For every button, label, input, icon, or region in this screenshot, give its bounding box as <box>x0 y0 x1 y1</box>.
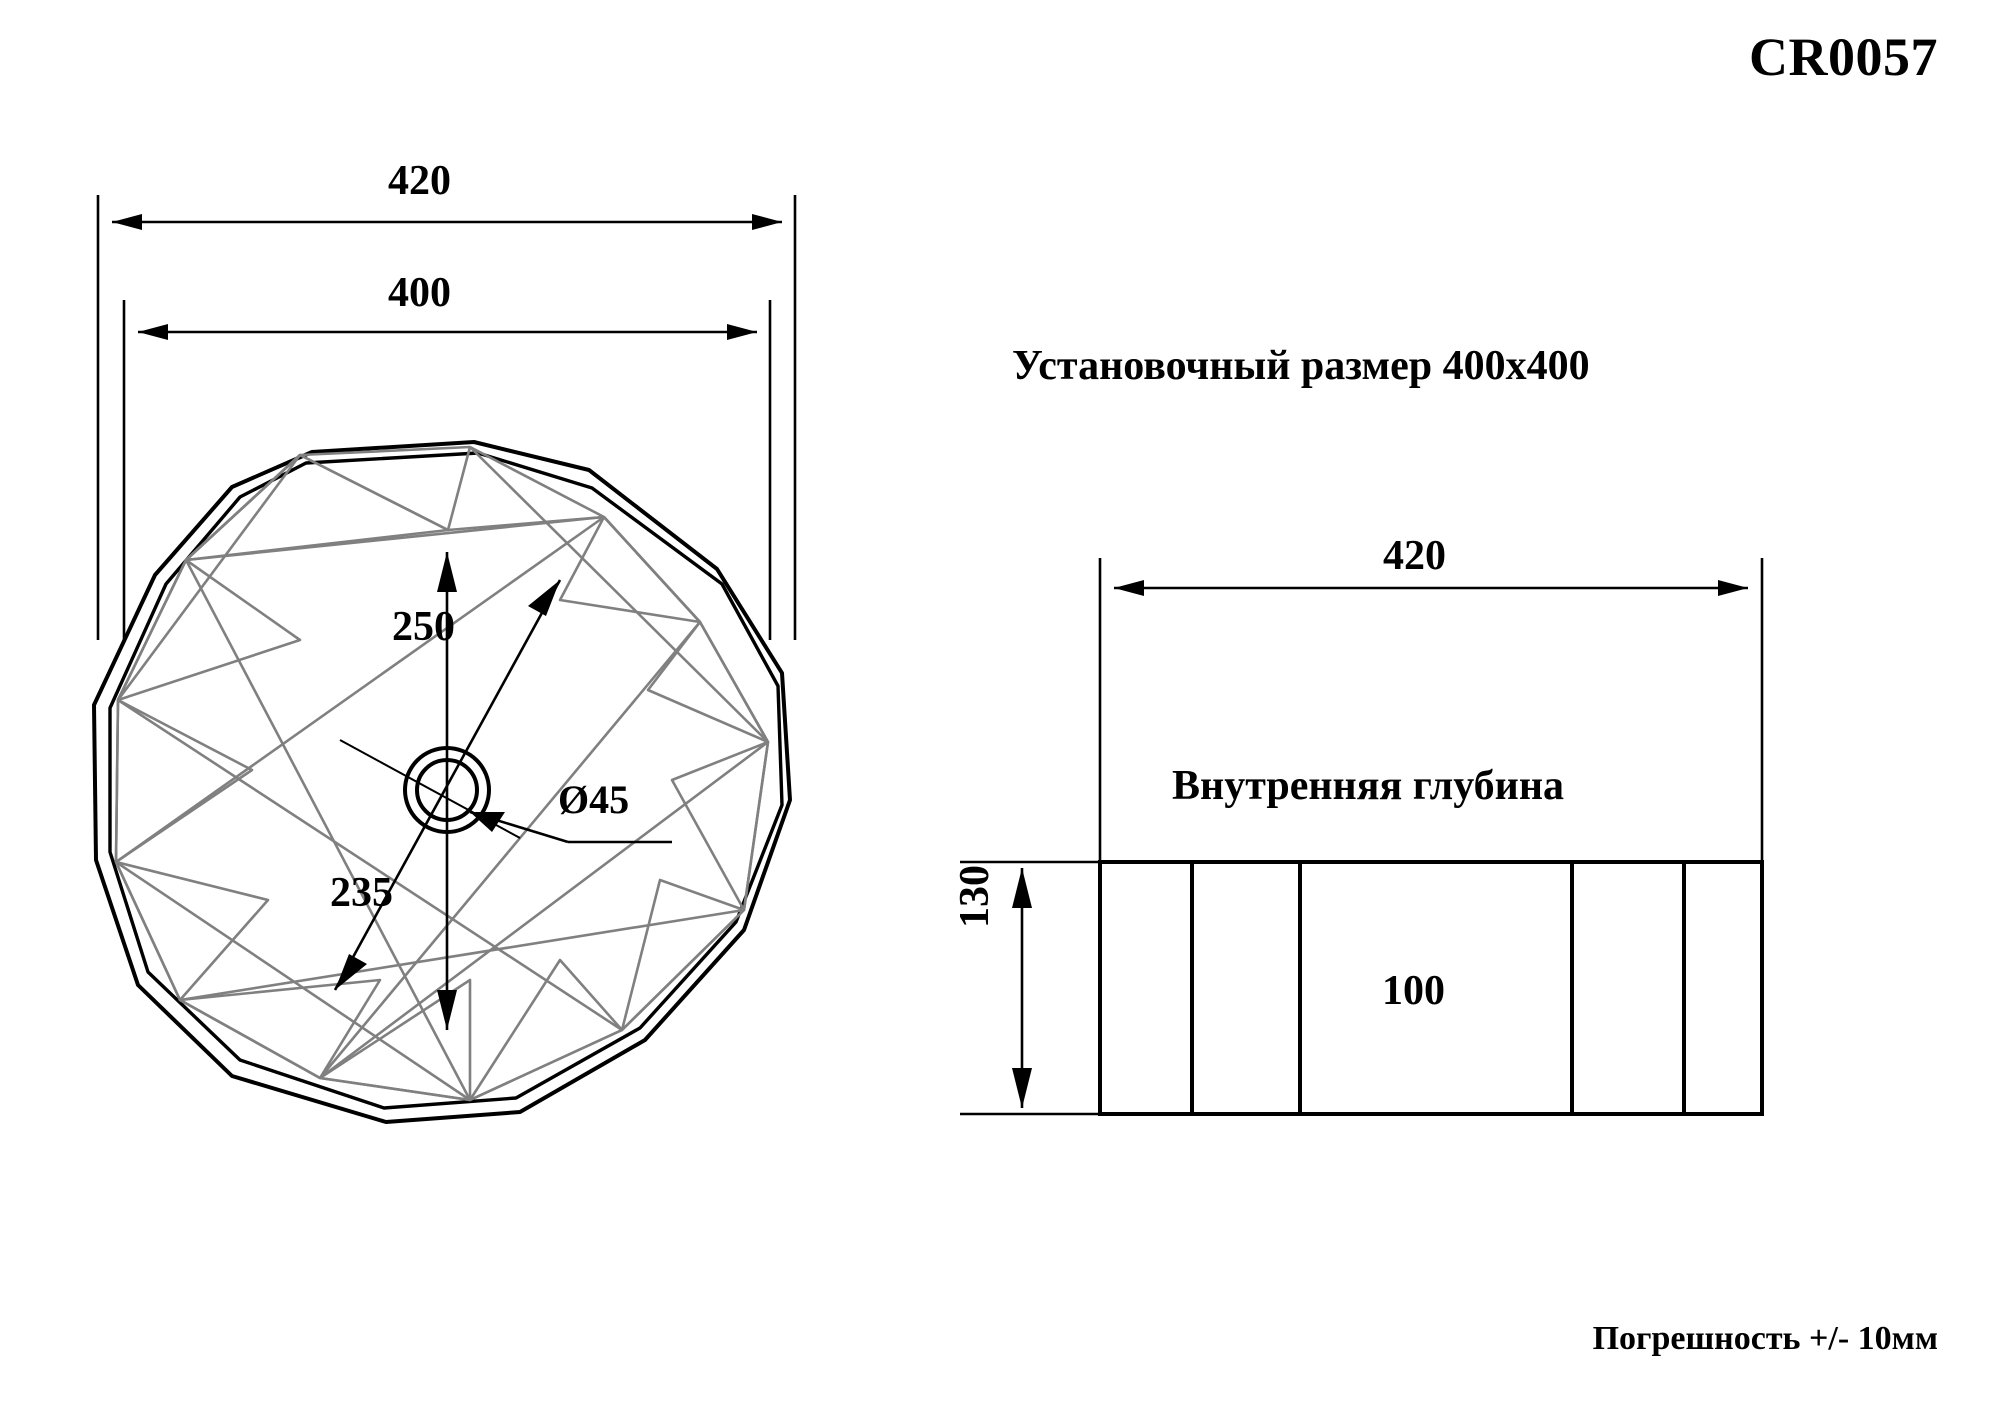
part-number-label: CR0057 <box>1749 27 1938 87</box>
install-size-note: Установочный размер 400x400 <box>1012 343 1590 389</box>
arrow-left-420 <box>112 214 142 230</box>
arrow-up-235 <box>528 580 560 616</box>
side-view-width-label: 420 <box>1383 533 1446 579</box>
arrow-down-250 <box>437 990 457 1030</box>
drain-diameter-label: Ø45 <box>558 777 630 822</box>
arrow-left-side-420 <box>1114 580 1144 596</box>
arrow-up-250 <box>437 552 457 592</box>
top-view-vertical-dim-label: 250 <box>392 604 455 650</box>
top-view-outer-width-label: 420 <box>388 158 451 204</box>
tolerance-note: Погрешность +/- 10мм <box>1592 1320 1938 1357</box>
arrow-right-400 <box>727 324 757 340</box>
top-view-inner-width-label: 400 <box>388 270 451 316</box>
side-view-inner-depth-value: 100 <box>1382 968 1445 1014</box>
side-view-height-label: 130 <box>952 865 998 928</box>
top-view-diagonal-dim-label: 235 <box>330 870 393 916</box>
side-view-dimension-420 <box>1100 558 1762 870</box>
arrow-right-side-420 <box>1718 580 1748 596</box>
arrow-right-420 <box>752 214 782 230</box>
inner-depth-label: Внутренняя глубина <box>1172 763 1565 809</box>
arrow-left-400 <box>138 324 168 340</box>
arrow-down-130 <box>1012 1068 1032 1108</box>
arrow-up-130 <box>1012 868 1032 908</box>
